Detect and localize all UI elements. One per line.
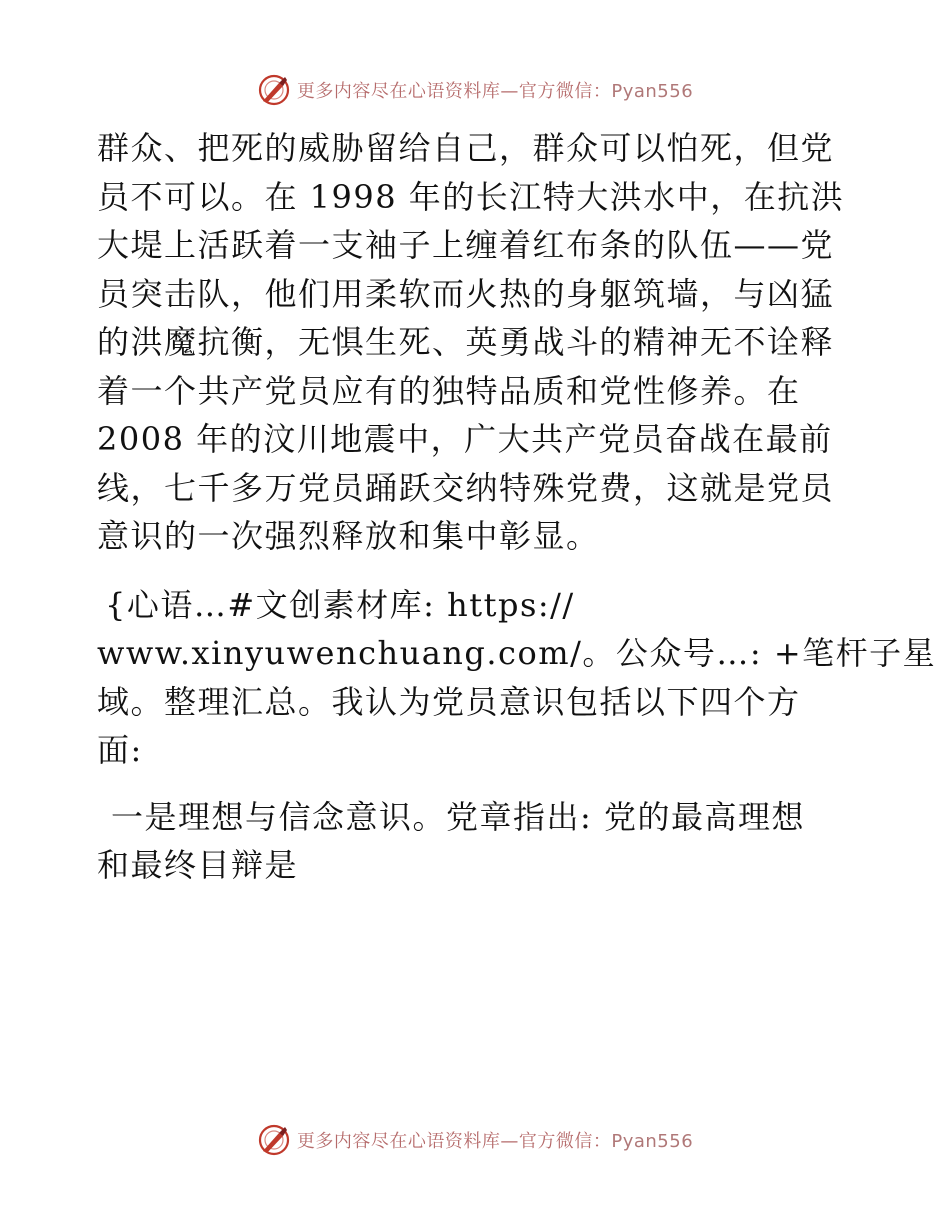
header-banner-label: 更多内容尽在心语资料库—官方微信： bbox=[296, 81, 612, 102]
text-line: 群众、把死的威胁留给自己，群众可以怕死，但党 bbox=[97, 129, 835, 167]
paragraph-flood-quake bbox=[97, 124, 857, 561]
paragraph-source-intro bbox=[97, 581, 937, 775]
text-line: 2008 年的汶川地震中，广大共产党员奋战在最前 bbox=[97, 420, 833, 458]
header-watermark-banner bbox=[0, 70, 950, 110]
text-line: 意识的一次强烈释放和集中彰显。 bbox=[97, 517, 600, 555]
text-line: www.xinyuwenchuang.com/。公众号…: +笔杆子星 bbox=[97, 634, 937, 672]
text-line: 一是理想与信念意识。党章指出: 党的最高理想 bbox=[111, 797, 805, 836]
footer-banner-text bbox=[297, 1127, 693, 1153]
text-line: 线，七千多万党员踊跃交纳特殊党费，这就是党员 bbox=[97, 468, 835, 507]
paragraph-ideal-belief bbox=[97, 793, 857, 890]
header-wechat-id: Pyan556 bbox=[611, 81, 694, 102]
text-line: 着一个共产党员应有的独特品质和党性修养。在 bbox=[97, 371, 801, 410]
text-line: 大堤上活跃着一支袖子上缠着红布条的队伍——党 bbox=[97, 226, 835, 264]
header-banner-text bbox=[297, 77, 693, 103]
pen-quill-logo-icon bbox=[257, 73, 291, 107]
document-body bbox=[97, 124, 937, 890]
footer-watermark-banner bbox=[0, 1120, 950, 1160]
text-line: 员不可以。在 1998 年的长江特大洪水中，在抗洪 bbox=[97, 177, 845, 216]
text-line: 域。整理汇总。我认为党员意识包括以下四个方 bbox=[97, 682, 801, 721]
text-line: {心语…#文创素材库: https:// bbox=[105, 585, 575, 624]
text-line: 的洪魔抗衡，无惧生死、英勇战斗的精神无不诠释 bbox=[97, 323, 835, 361]
text-line: 和最终目辩是 bbox=[97, 846, 299, 884]
footer-wechat-id: Pyan556 bbox=[611, 1131, 694, 1152]
text-line: 员突击队，他们用柔软而火热的身躯筑墙，与凶猛 bbox=[97, 274, 835, 313]
footer-banner-label: 更多内容尽在心语资料库—官方微信： bbox=[296, 1131, 612, 1152]
text-line: 面: bbox=[97, 731, 143, 769]
pen-quill-logo-icon bbox=[257, 1123, 291, 1157]
